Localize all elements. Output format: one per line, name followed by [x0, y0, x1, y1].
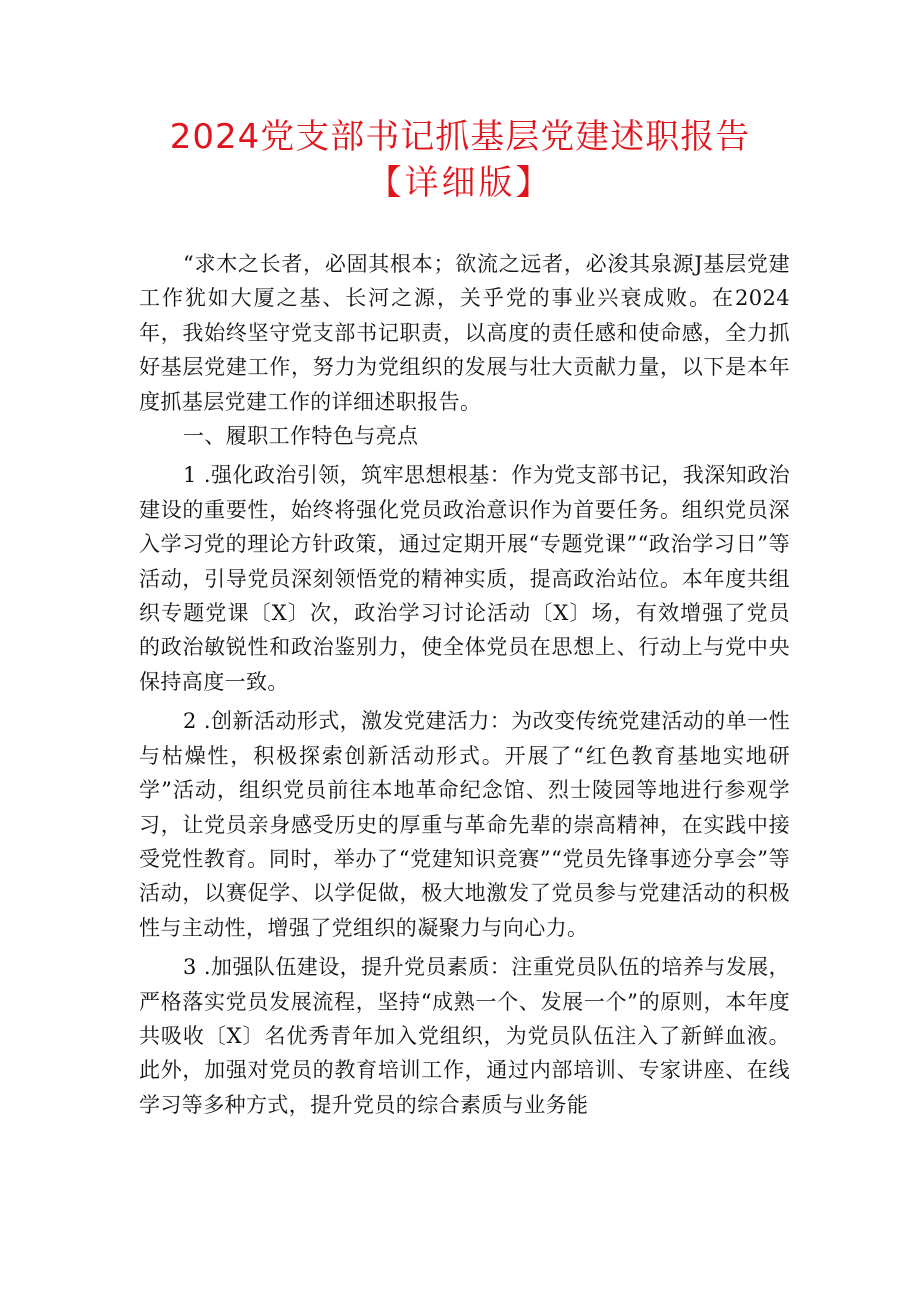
item-paragraph-1: 1 .强化政治引领，筑牢思想根基：作为党支部书记，我深知政治建设的重要性，始终将强化党员政治意识作为首要任务。组织党员深入学习党的理论方针政策，通过定期开展“专题党课”“政治学习日”等活动，引导党员深刻领悟党的精神实质，提高政治站位。本年度共组织专题党课〔X〕次，政治学习讨论活动〔X〕场，有效增强了党员的政治敏锐性和政治鉴别力，使全体党员在思想上、行动上与党中央保持高度一致。: [139, 463, 790, 694]
item-paragraph-2: 2 .创新活动形式，激发党建活力：为改变传统党建活动的单一性与枯燥性，积极探索创新活动形式。开展了“红色教育基地实地研学”活动，组织党员前往本地革命纪念馆、烈士陵园等地进行参观学习，让党员亲身感受历史的厚重与革命先辈的崇高精神，在实践中接受党性教育。同时，举办了“党建知识竞赛”“党员先锋事迹分享会”等活动，以赛促学、以学促做，极大地激发了党员参与党建活动的积极性与主动性，增强了党组织的凝聚力与向心力。: [139, 709, 790, 940]
document-body: [139, 247, 790, 1122]
section-heading: 一、履职工作特色与亮点: [183, 424, 419, 449]
document-subtitle: 【详细版】: [367, 163, 553, 203]
item-paragraph-3: 3 .加强队伍建设，提升党员素质：注重党员队伍的培养与发展，严格落实党员发展流程，坚持“成熟一个、发展一个”的原则，本年度共吸收〔X〕名优秀青年加入党组织，为党员队伍注入了新鲜血液。此外，加强对党员的教育培训工作，通过内部培训、专家讲座、在线学习等多种方式，提升党员的综合素质与业务能: [139, 955, 790, 1117]
document-title: 2024党支部书记抓基层党建述职报告: [169, 117, 751, 157]
intro-paragraph: “求木之长者，必固其根本；欲流之远者，必浚其泉源J基层党建工作犹如大厦之基、长河之源，关乎党的事业兴衰成败。在2024年，我始终坚守党支部书记职责，以高度的责任感和使命感，全力抓好基层党建工作，努力为党组织的发展与壮大贡献力量，以下是本年度抓基层党建工作的详细述职报告。: [139, 252, 790, 414]
